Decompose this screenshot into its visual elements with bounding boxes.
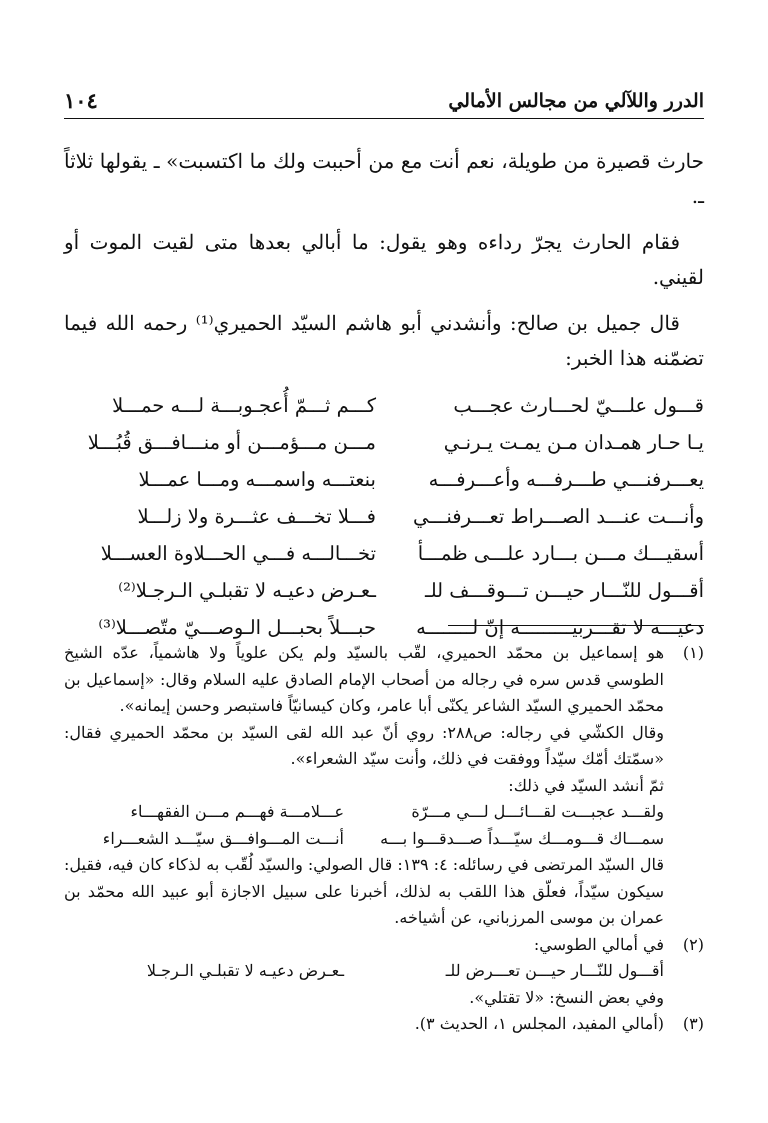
verse-second-hemistich: ـعـرض دعيـه لا تقبلـي الـرجـلا⁽²⁾: [118, 579, 376, 602]
poem-verse: [64, 535, 704, 572]
footnote-line: قال السيّد المرتضى في رسائله: ٤: ١٣٩: قال الصولي: والسيّد لُقّب به لذكاء كان فيه، فقيل: سيكون سيّداً، فعلّق هذا اللقب به لذلك، أخبرنا على سبيل الاجازة أبو عبيد الله محمّد بن عمران بن موسى المرزباني، عن أشياخه.: [64, 855, 664, 927]
verse-second-hemistich: مـــن مـــؤمـــن أو منـــافـــق قُبُـــلا: [87, 431, 376, 454]
footnote-line: وفي بعض النسخ: «لا تقتلي».: [469, 987, 664, 1007]
footnote-verse: [64, 958, 664, 985]
poem-verse: [64, 424, 704, 461]
verse-first-hemistich: أقـــول للنّـــار حيـــن تعـــرض للـ: [445, 961, 664, 980]
verse-first-hemistich: يعـــرفنـــي طـــرفـــه وأعـــرفـــه: [428, 468, 704, 491]
footnote-body: [64, 640, 664, 932]
footnote-line: هو إسماعيل بن محمّد الحميري، لقّب بالسيّد ولم يكن علوياً ولا هاشمياً، عدّه الشيخ الطوسي قدس سره في رجاله من أصحاب الإمام الصادق عليه السلام وقال: «إسماعيل بن محمّد الحميري السيّد الشاعر يكنّى أبا عامر، وكان كيسانيّاً فاستبصر وحسن إيمانه».: [64, 643, 664, 715]
poem: [64, 387, 704, 646]
verse-second-hemistich: عـــلامـــة فهـــم مـــن الفقهـــاء: [130, 802, 344, 821]
verse-first-hemistich: أقـــول للنّـــار حيـــن تـــوقـــف للـ: [424, 579, 704, 602]
verse-first-hemistich: ولقـــد عجبـــت لقـــائـــل لـــي مـــرّة: [411, 802, 664, 821]
verse-first-hemistich: أسقيـــك مـــن بـــارد علـــى ظمـــأ: [417, 542, 704, 565]
footnote-body: [64, 1011, 664, 1038]
verse-first-hemistich: دعيـــه لا تقـــربيـــــــــه إنّ لــــــــه: [416, 616, 704, 639]
footnote-1: [64, 640, 704, 932]
footnote-verse: [64, 799, 664, 826]
verse-second-hemistich: حبـــلاً بحبـــل الـوصـــيّ متّصـــلا⁽³⁾: [98, 616, 376, 639]
verse-second-hemistich: كـــم ثـــمّ أُعجـوبـــة لـــه حمـــلا: [112, 394, 376, 417]
paragraph: فقام الحارث يجرّ رداءه وهو يقول: ما أبالي بعدها متى لقيت الموت أو لقيني.: [64, 230, 704, 289]
footnote-number: (٣): [682, 1014, 704, 1033]
poem-verse: [64, 461, 704, 498]
poem-verse: [64, 572, 704, 609]
paragraph: حارث قصيرة من طويلة، نعم أنت مع من أحببت ولك ما اكتسبت» ـ يقولها ثلاثاً ـ.: [64, 149, 704, 208]
footnote-body: [64, 932, 664, 1012]
main-text: [64, 144, 704, 646]
footnote-line: ثمّ أنشد السيّد في ذلك:: [508, 775, 664, 795]
footnote-number: (٢): [682, 934, 704, 954]
footnote-number: (١): [682, 643, 704, 662]
running-header: [64, 88, 704, 119]
poem-verse: [64, 387, 704, 424]
poem-verse: [64, 498, 704, 535]
footnote-verse: [64, 826, 664, 853]
footnote-line: وقال الكشّي في رجاله: ص٢٨٨: روي أنّ عبد الله لقى السيّد بن محمّد الحميري فقال: «سمّتك أمّك سيّداً ووفقت في ذلك، وأنت سيّد الشعراء».: [64, 722, 664, 768]
verse-first-hemistich: يـا حـار همـدان مـن يمـت يـرنـي: [443, 431, 704, 454]
paragraph: قال جميل بن صالح: وأنشدني أبو هاشم السيّد الحميري⁽¹⁾ رحمه الله فيما تضمّنه هذا الخبر:: [64, 311, 704, 370]
running-title: الدرر واللآلي من مجالس الأمالي: [448, 90, 704, 112]
footnote-line: (أمالي المفيد، المجلس ١، الحديث ٣).: [414, 1014, 664, 1033]
footnotes: [64, 640, 704, 1038]
verse-second-hemistich: تخـــالـــه فـــي الحـــلاوة العســـلا: [100, 542, 376, 565]
verse-second-hemistich: أنـــت المـــوافـــق سيّـــد الشعـــراء: [102, 828, 344, 848]
verse-first-hemistich: وأنـــت عنـــد الصـــراط تعـــرفنـــي: [413, 505, 704, 528]
page-number: ١٠٤: [64, 88, 98, 113]
footnote-2: [64, 932, 704, 1012]
footnote-3: [64, 1011, 704, 1038]
verse-first-hemistich: قـــول علـــيّ لحـــارث عجـــب: [453, 394, 704, 417]
verse-second-hemistich: ـعـرض دعيـه لا تقبلـي الـرجـلا: [146, 961, 344, 980]
verse-first-hemistich: سمـــاك قـــومـــك سيّـــداً صـــدقـــوا بـــه: [380, 828, 664, 848]
verse-second-hemistich: فـــلا تخـــف عثـــرة ولا زلـــلا: [137, 505, 376, 528]
footnote-line: في أمالي الطوسي:: [533, 934, 664, 954]
footnote-separator: [448, 625, 704, 626]
verse-second-hemistich: بنعتـــه واسمـــه ومـــا عمـــلا: [138, 468, 376, 491]
